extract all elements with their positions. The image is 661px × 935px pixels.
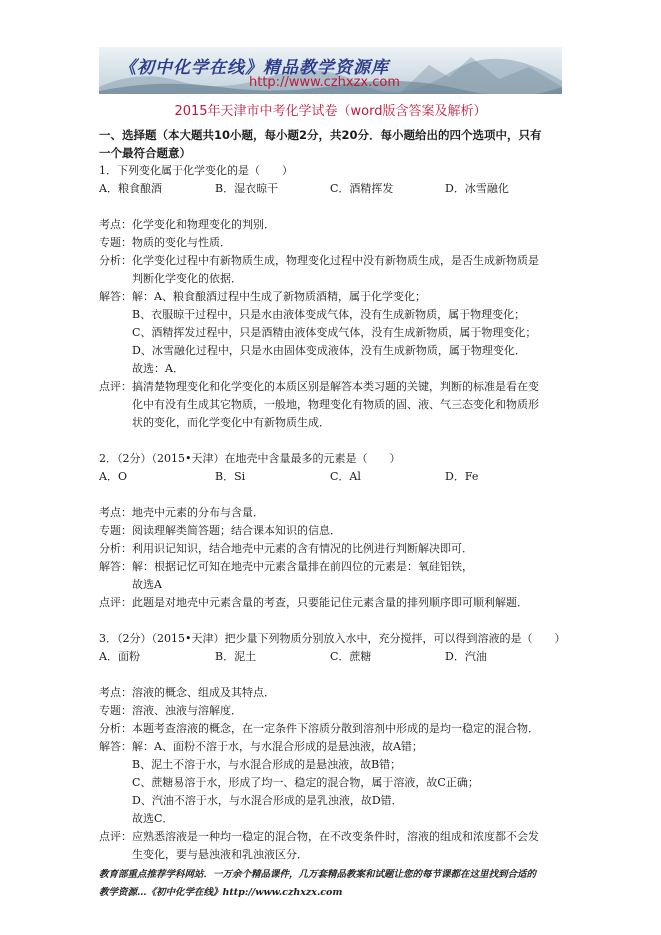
q1-option-c: C．酒精挥发: [330, 182, 394, 195]
q2-comment: 点评：此题是对地壳中元素含量的考查，只要能记住元素含量的排列顺序即可顺利解题．: [99, 596, 528, 609]
q1-answer-d: D、冰雪融化过程中，只是水由固体变成液体，没有生成新物质，属于物理变化．: [132, 344, 526, 357]
q1-answer: 解答：解：A、粮食酿酒过程中生成了新物质酒精，属于化学变化；: [99, 290, 426, 303]
q2-option-d: D．Fe: [445, 470, 479, 483]
q2-answer-choice: 故选A: [132, 578, 162, 591]
footer: [99, 866, 569, 902]
q1-zhuanti: 专题：物质的变化与性质．: [99, 236, 231, 249]
q2-answer: 解答：解：根据记忆可知在地壳中元素含量排在前四位的元素是：氧硅铝铁，: [99, 560, 473, 573]
q1-answer-c: C、酒精挥发过程中，只是酒精由液体变成气体，没有生成新物质，属于物理变化；: [132, 326, 537, 339]
section-heading-cont: 一个最符合题意）: [99, 146, 191, 160]
question-2-stem: 2．（2分）（2015•天津）在地壳中含量最多的元素是（ ）: [99, 452, 401, 465]
question-1-stem: 1．下列变化属于化学变化的是（ ）: [99, 164, 293, 177]
q2-option-c: C．Al: [330, 470, 361, 483]
q3-answer: 解答：解：A、面粉不溶于水，与水混合形成的是悬浊液，故A错；: [99, 740, 423, 753]
q1-option-d: D．冰雪融化: [445, 182, 509, 195]
q2-option-b: B．Si: [215, 470, 246, 483]
q1-analysis: 分析：化学变化过程中有新物质生成，物理变化过程中没有新物质生成，是否生成新物质是: [99, 254, 539, 267]
q3-kaodian: 考点：溶液的概念、组成及其特点．: [99, 686, 275, 699]
q1-comment-cont2: 状的变化，而化学变化中有新物质生成．: [132, 416, 330, 429]
q3-answer-choice: 故选C．: [132, 812, 174, 825]
q3-option-b: B．泥土: [215, 650, 257, 663]
section-heading: 一、选择题（本大题共10小题，每小题2分，共20分．每小题给出的四个选项中，只有: [99, 128, 542, 142]
footer-line-1: 教育部重点推荐学科网站．一万余个精品课件，几万套精品教案和试题让您的每节课都在这里找到合适的: [99, 869, 537, 880]
q2-kaodian: 考点：地壳中元素的分布与含量．: [99, 506, 264, 519]
q3-option-c: C．蔗糖: [330, 650, 372, 663]
q1-comment: 点评：搞清楚物理变化和化学变化的本质区别是解答本类习题的关键，判断的标准是看在变: [99, 380, 539, 393]
q1-comment-cont: 化中有没有生成其它物质，一般地，物理变化有物质的固、液、气三态变化和物质形: [132, 398, 539, 411]
q1-answer-choice: 故选：A．: [132, 362, 184, 375]
banner-url[interactable]: http://www.czhxzx.com: [249, 75, 400, 90]
page-title: 2015年天津市中考化学试卷（word版含答案及解析）: [174, 104, 487, 119]
q3-comment-cont: 生变化，要与悬浊液和乳浊液区分．: [132, 848, 308, 861]
q3-comment: 点评：应熟悉溶液是一种均一稳定的混合物，在不改变条件时，溶液的组成和浓度都不会发: [99, 830, 539, 843]
q2-zhuanti: 专题：阅读理解类简答题；结合课本知识的信息．: [99, 524, 341, 537]
q3-zhuanti: 专题：溶液、浊液与溶解度．: [99, 704, 242, 717]
footer-line-2[interactable]: 教学资源…《初中化学在线》http://www.czhxzx.com: [99, 887, 343, 898]
header-banner: [99, 47, 562, 94]
q3-answer-c: C、蔗糖易溶于水，形成了均一、稳定的混合物，属于溶液，故C正确；: [132, 776, 479, 789]
question-3-stem: 3．（2分）（2015•天津）把少量下列物质分别放入水中，充分搅拌，可以得到溶液的是（ ）: [99, 632, 566, 645]
banner-title: 《初中化学在线》精品教学资源库: [119, 58, 389, 78]
q3-answer-b: B、泥土不溶于水，与水混合形成的是悬浊液，故B错；: [132, 758, 402, 771]
q1-option-b: B．湿衣晾干: [215, 182, 279, 195]
q3-option-a: A．面粉: [99, 650, 140, 663]
q1-analysis-cont: 判断化学变化的依据．: [132, 272, 242, 285]
q1-answer-b: B、衣服晾干过程中，只是水由液体变成气体，没有生成新物质，属于物理变化；: [132, 308, 526, 321]
q1-option-a: A．粮食酿酒: [99, 182, 162, 195]
q3-answer-d: D、汽油不溶于水，与水混合形成的是乳浊液，故D错．: [132, 794, 403, 807]
q1-kaodian: 考点：化学变化和物理变化的判别．: [99, 218, 275, 231]
q3-analysis: 分析：本题考查溶液的概念，在一定条件下溶质分散到溶剂中形成的是均一稳定的混合物．: [99, 722, 539, 735]
q2-option-a: A．O: [99, 470, 127, 483]
q2-analysis: 分析：利用识记知识，结合地壳中元素的含有情况的比例进行判断解决即可．: [99, 542, 473, 555]
q3-option-d: D．汽油: [445, 650, 487, 663]
